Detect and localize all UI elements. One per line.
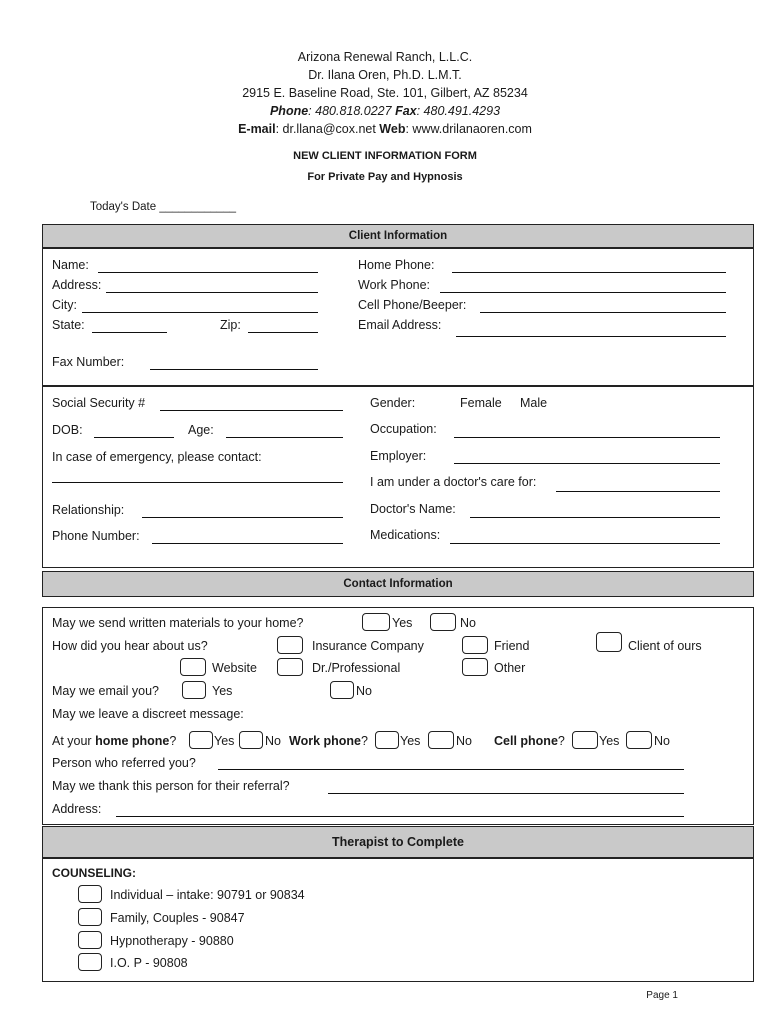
employer-field[interactable]	[454, 463, 720, 464]
page-number: Page 1	[646, 990, 678, 1001]
send-materials-no-checkbox[interactable]	[430, 613, 456, 631]
age-label: Age:	[188, 423, 214, 437]
address-field[interactable]	[106, 292, 318, 293]
friend-label: Friend	[494, 639, 530, 653]
individual-label: Individual – intake: 90791 or 90834	[110, 888, 305, 902]
form-title: NEW CLIENT INFORMATION FORM	[293, 150, 477, 162]
phone-number-field[interactable]	[152, 543, 343, 544]
thank-referral-label: May we thank this person for their referral?	[52, 779, 290, 793]
at-your-text: At your	[52, 734, 96, 748]
website-checkbox[interactable]	[180, 658, 206, 676]
gender-label: Gender:	[370, 396, 416, 410]
doctor-name: Dr. Ilana Oren, Ph.D. L.M.T.	[308, 68, 462, 82]
referral-address-field[interactable]	[116, 816, 684, 817]
dob-field[interactable]	[94, 437, 174, 438]
company-name: Arizona Renewal Ranch, L.L.C.	[297, 50, 473, 64]
state-field[interactable]	[92, 332, 167, 333]
iop-checkbox[interactable]	[78, 953, 102, 971]
city-field[interactable]	[82, 312, 318, 313]
counseling-heading: COUNSELING:	[52, 866, 136, 880]
email-value: : dr.llana@cox.net	[275, 122, 380, 136]
email-you-yes-checkbox[interactable]	[182, 681, 206, 699]
ssn-label: Social Security #	[52, 396, 146, 410]
email-label: E-mail	[238, 122, 276, 136]
medications-field[interactable]	[450, 543, 720, 544]
cell-phone-yes-label: Yes	[599, 734, 620, 748]
todays-date-field[interactable]: Today's Date ____________	[90, 201, 237, 213]
email-you-yes-label: Yes	[212, 684, 233, 698]
ssn-field[interactable]	[160, 410, 343, 411]
work-phone-field[interactable]	[440, 292, 726, 293]
web-value: : www.drilanaoren.com	[405, 122, 532, 136]
cell-phone-yes-checkbox[interactable]	[572, 731, 598, 749]
email-you-no-label: No	[356, 684, 372, 698]
state-label: State:	[52, 318, 85, 332]
home-phone-bold: home phone	[95, 734, 170, 748]
family-checkbox[interactable]	[78, 908, 102, 926]
medications-label: Medications:	[370, 528, 441, 542]
web-label: Web	[379, 122, 406, 136]
hypnotherapy-label: Hypnotherapy - 90880	[110, 934, 234, 948]
doctors-name-field[interactable]	[470, 517, 720, 518]
company-address: 2915 E. Baseline Road, Ste. 101, Gilbert, AZ 85234	[242, 86, 528, 100]
dr-professional-label: Dr./Professional	[312, 661, 401, 675]
cell-phone-label: Cell Phone/Beeper:	[358, 298, 467, 312]
work-phone-label: Work Phone:	[358, 278, 431, 292]
work-phone-no-label: No	[456, 734, 472, 748]
thank-referral-field[interactable]	[328, 793, 684, 794]
emergency-contact-field[interactable]	[52, 482, 343, 483]
email-web-line	[0, 120, 770, 138]
name-field[interactable]	[98, 272, 318, 273]
email-you-no-checkbox[interactable]	[330, 681, 354, 699]
hear-about-label: How did you hear about us?	[52, 639, 208, 653]
send-materials-no-label: No	[460, 616, 476, 630]
fax-number-field[interactable]	[150, 369, 318, 370]
doctors-name-label: Doctor's Name:	[370, 502, 456, 516]
home-phone-yes-checkbox[interactable]	[189, 731, 213, 749]
employer-label: Employer:	[370, 449, 427, 463]
discreet-message-label: May we leave a discreet message:	[52, 707, 244, 721]
home-phone-field[interactable]	[452, 272, 726, 273]
send-materials-yes-label: Yes	[392, 616, 413, 630]
phone-number-label: Phone Number:	[52, 529, 140, 543]
phone-value: : 480.818.0227	[308, 104, 396, 118]
phone-fax-line	[0, 102, 770, 120]
email-address-field[interactable]	[456, 336, 726, 337]
referral-address-label: Address:	[52, 802, 102, 816]
other-checkbox[interactable]	[462, 658, 488, 676]
cell-phone-group	[494, 734, 565, 748]
gender-female-option[interactable]: Female	[460, 396, 502, 410]
home-phone-q: ?	[169, 734, 177, 748]
home-phone-no-checkbox[interactable]	[239, 731, 263, 749]
other-label: Other	[494, 661, 526, 675]
work-phone-group	[289, 734, 368, 748]
zip-label: Zip:	[220, 318, 241, 332]
work-phone-bold: Work phone	[289, 734, 361, 748]
cell-phone-q: ?	[557, 734, 565, 748]
work-phone-yes-checkbox[interactable]	[375, 731, 399, 749]
home-phone-label: Home Phone:	[358, 258, 435, 272]
dr-professional-checkbox[interactable]	[277, 658, 303, 676]
fax-label: Fax	[395, 104, 417, 118]
referred-label: Person who referred you?	[52, 756, 196, 770]
cell-phone-bold: Cell phone	[494, 734, 558, 748]
individual-checkbox[interactable]	[78, 885, 102, 903]
cell-phone-no-checkbox[interactable]	[626, 731, 652, 749]
fax-number-label: Fax Number:	[52, 355, 125, 369]
iop-label: I.O. P - 90808	[110, 956, 188, 970]
dob-label: DOB:	[52, 423, 83, 437]
doctors-care-field[interactable]	[556, 491, 720, 492]
address-label: Address:	[52, 278, 102, 292]
send-materials-yes-checkbox[interactable]	[362, 613, 390, 631]
client-of-ours-checkbox[interactable]	[596, 632, 622, 652]
form-subtitle: For Private Pay and Hypnosis	[307, 171, 463, 183]
doctors-care-label: I am under a doctor's care for:	[370, 475, 537, 489]
relationship-label: Relationship:	[52, 503, 125, 517]
hypnotherapy-checkbox[interactable]	[78, 931, 102, 949]
name-label: Name:	[52, 258, 89, 272]
referred-field[interactable]	[218, 769, 684, 770]
therapist-header: Therapist to Complete	[42, 826, 754, 858]
contact-info-header: Contact Information	[42, 571, 754, 597]
occupation-field[interactable]	[454, 437, 720, 438]
website-label: Website	[212, 661, 257, 675]
home-phone-yes-label: Yes	[214, 734, 235, 748]
send-materials-label: May we send written materials to your home?	[52, 616, 304, 630]
work-phone-yes-label: Yes	[400, 734, 421, 748]
city-label: City:	[52, 298, 77, 312]
age-field[interactable]	[226, 437, 343, 438]
client-of-ours-label: Client of ours	[628, 639, 702, 653]
work-phone-q: ?	[361, 734, 368, 748]
client-info-header: Client Information	[42, 224, 754, 248]
cell-phone-field[interactable]	[480, 312, 726, 313]
cell-phone-no-label: No	[654, 734, 670, 748]
relationship-field[interactable]	[142, 517, 343, 518]
home-phone-no-label: No	[265, 734, 281, 748]
friend-checkbox[interactable]	[462, 636, 488, 654]
email-address-label: Email Address:	[358, 318, 442, 332]
email-you-label: May we email you?	[52, 684, 159, 698]
occupation-label: Occupation:	[370, 422, 437, 436]
insurance-checkbox[interactable]	[277, 636, 303, 654]
at-your-label	[52, 734, 176, 748]
zip-field[interactable]	[248, 332, 318, 333]
gender-male-option[interactable]: Male	[520, 396, 548, 410]
family-label: Family, Couples - 90847	[110, 911, 245, 925]
insurance-label: Insurance Company	[312, 639, 424, 653]
work-phone-no-checkbox[interactable]	[428, 731, 454, 749]
phone-label: Phone	[269, 104, 309, 118]
emergency-label: In case of emergency, please contact:	[52, 450, 262, 464]
fax-value: : 480.491.4293	[416, 104, 501, 118]
